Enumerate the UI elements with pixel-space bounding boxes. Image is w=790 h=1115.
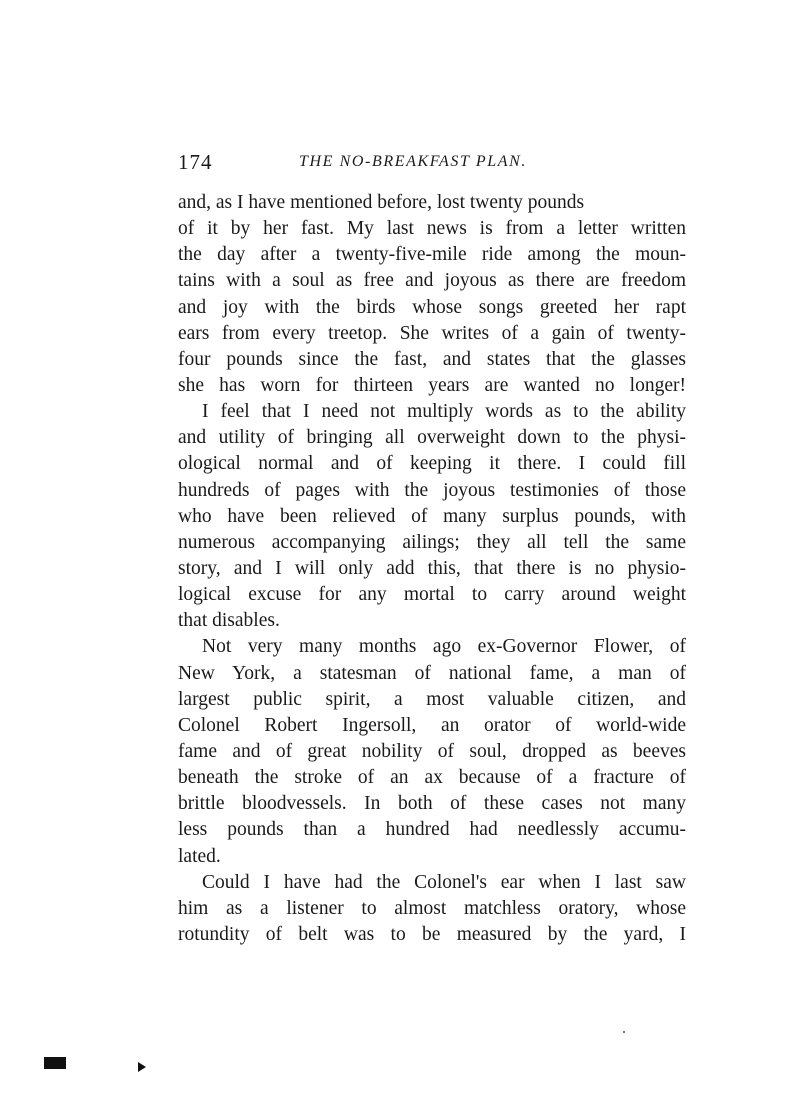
text-line: him as a listener to almost matchless oratory, whose bbox=[178, 897, 686, 919]
page-number: 174 bbox=[178, 150, 213, 174]
text-line: lated. bbox=[178, 845, 221, 867]
running-title: THE NO-BREAKFAST PLAN. bbox=[299, 153, 527, 170]
text-line: largest public spirit, a most valuable citizen, and bbox=[178, 688, 686, 710]
text-line: and, as I have mentioned before, lost twenty pounds bbox=[178, 192, 585, 213]
text-line: who have been relieved of many surplus pounds, with bbox=[178, 505, 686, 527]
text-line: she has worn for thirteen years are wanted no longer! bbox=[178, 374, 686, 396]
text-line: rotundity of belt was to be measured by the yard, I bbox=[178, 923, 686, 945]
text-line: ears from every treetop. She writes of a gain of twenty- bbox=[178, 322, 686, 344]
text-line: numerous accompanying ailings; they all tell the same bbox=[178, 531, 686, 553]
text-line: New York, a statesman of national fame, a man of bbox=[178, 662, 686, 684]
text-line: that disables. bbox=[178, 610, 280, 632]
text-line: logical excuse for any mortal to carry around weight bbox=[178, 584, 686, 606]
text-line: four pounds since the fast, and states that the glasses bbox=[178, 348, 686, 370]
scan-artifact-block bbox=[44, 1057, 66, 1069]
text-line: fame and of great nobility of soul, dropped as beeves bbox=[178, 740, 686, 762]
text-line: and utility of bringing all overweight down to the physi- bbox=[178, 427, 686, 449]
text-line: Colonel Robert Ingersoll, an orator of world-wide bbox=[178, 714, 686, 736]
text-line: and joy with the birds whose songs greeted her rapt bbox=[178, 296, 686, 318]
text-line: hundreds of pages with the joyous testimonies of those bbox=[178, 479, 686, 501]
text-line: Not very many months ago ex-Governor Flower, of bbox=[202, 636, 686, 658]
text-line: I feel that I need not multiply words as to the ability bbox=[202, 401, 686, 423]
scan-artifact-dot bbox=[623, 1031, 625, 1033]
scan-artifact-arrow bbox=[138, 1062, 146, 1072]
body-text bbox=[178, 190, 686, 948]
text-line: ological normal and of keeping it there. I could fill bbox=[178, 453, 686, 475]
text-line: less pounds than a hundred had needlessly accumu- bbox=[178, 819, 686, 841]
text-line: the day after a twenty-five-mile ride among the moun- bbox=[178, 244, 686, 266]
text-line: beneath the stroke of an ax because of a fracture of bbox=[178, 767, 686, 789]
text-line: story, and I will only add this, that there is no physio- bbox=[178, 557, 686, 579]
text-line: brittle bloodvessels. In both of these cases not many bbox=[178, 793, 686, 815]
text-line: Could I have had the Colonel's ear when I last saw bbox=[202, 871, 686, 893]
running-head bbox=[178, 150, 686, 174]
text-line: of it by her fast. My last news is from a letter written bbox=[178, 218, 686, 240]
text-line: tains with a soul as free and joyous as there are freedom bbox=[178, 270, 686, 292]
